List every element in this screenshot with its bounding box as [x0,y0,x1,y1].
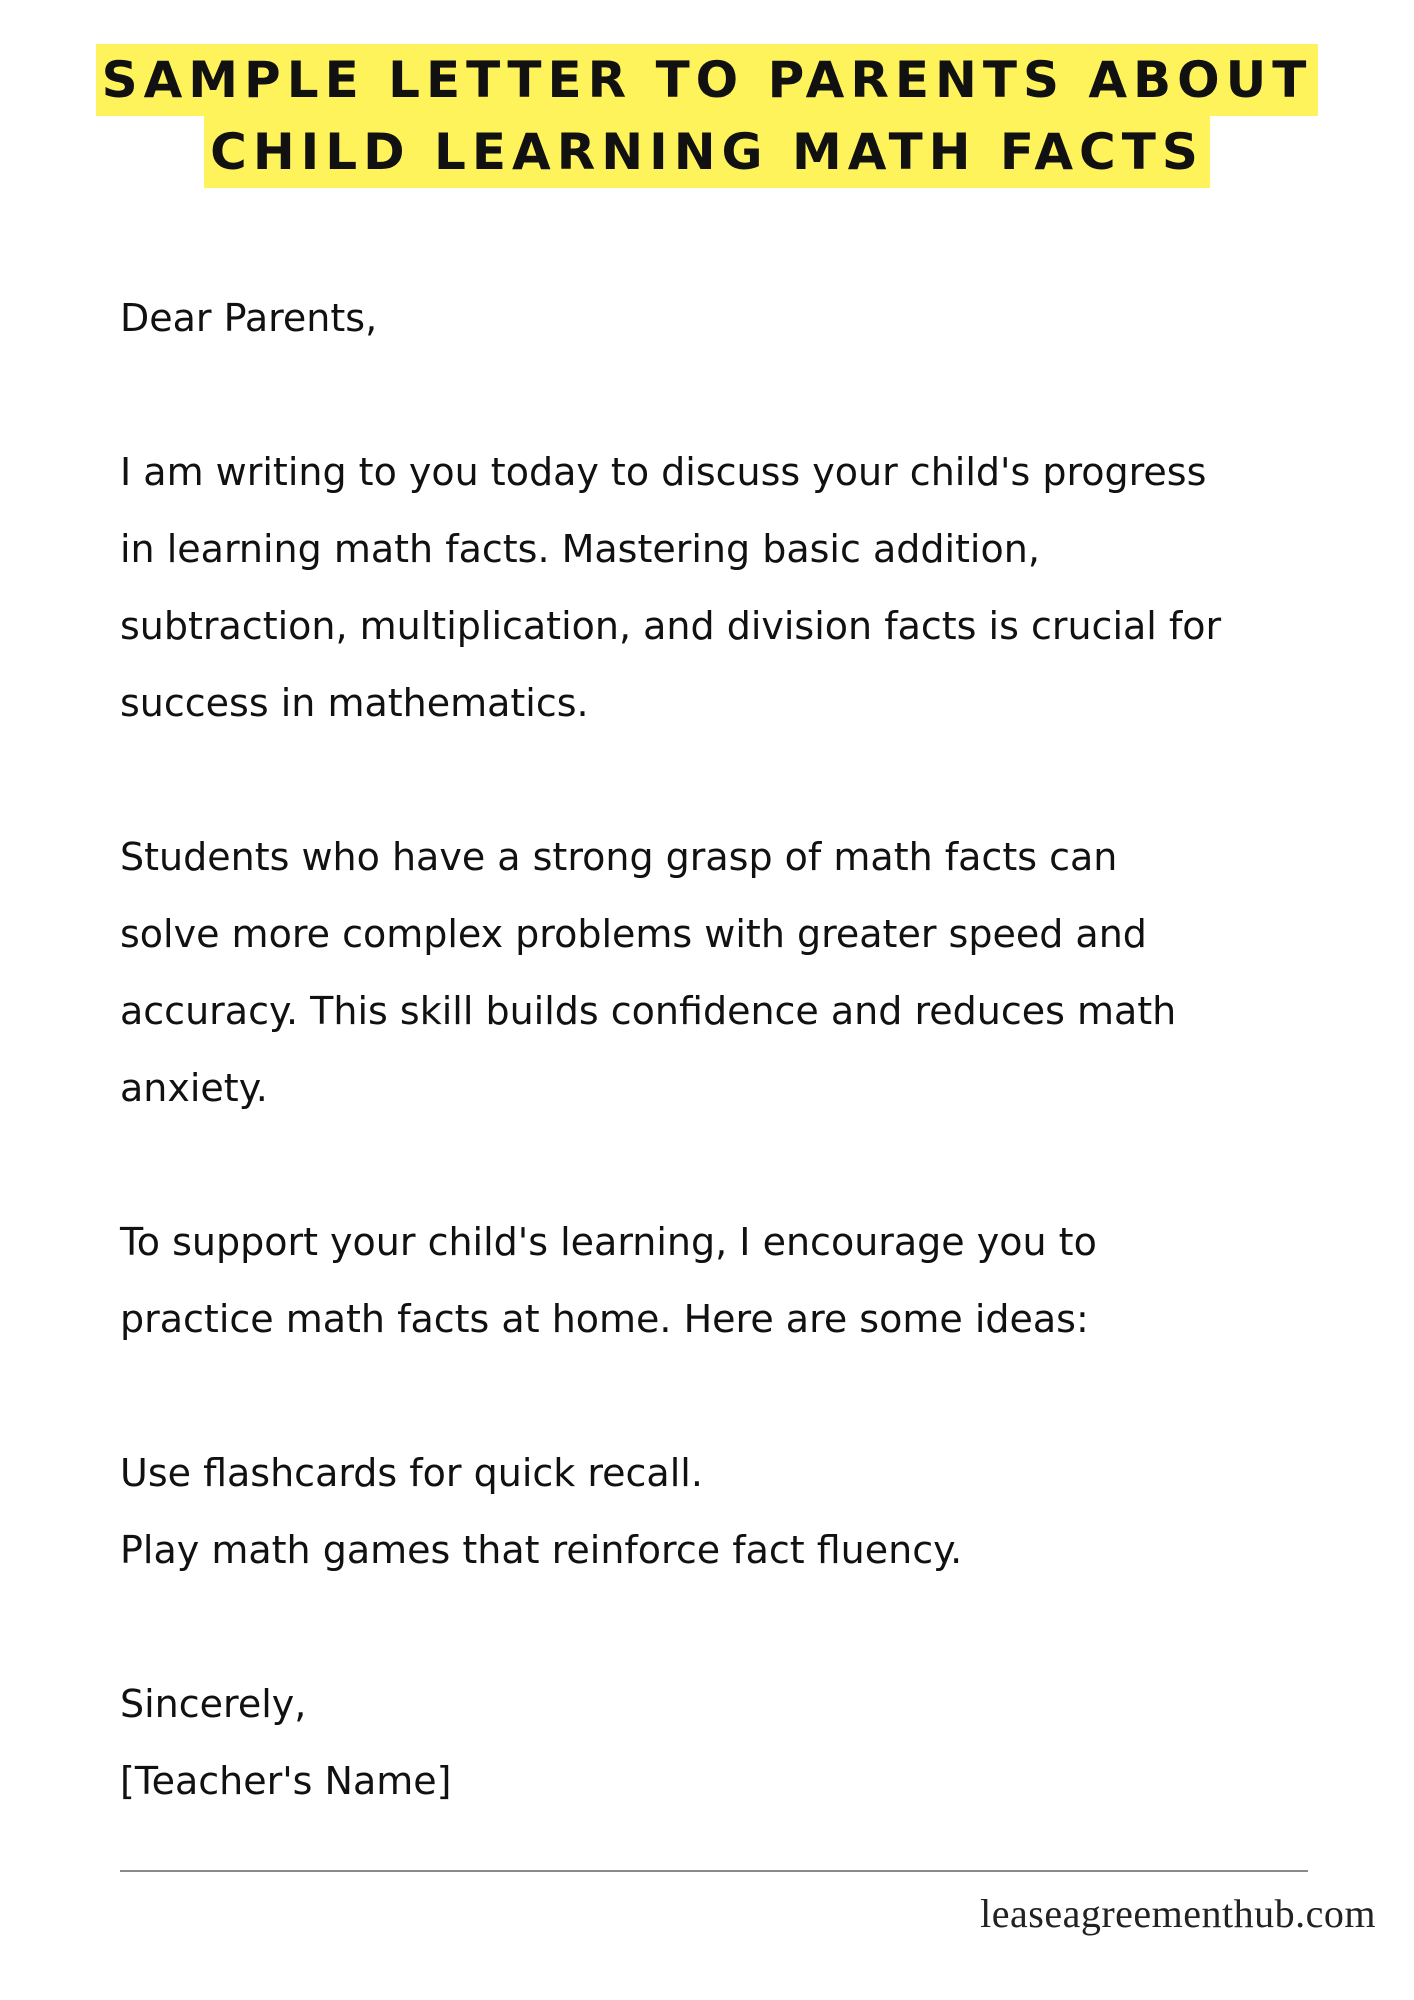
salutation: Dear Parents, [120,296,378,340]
paragraph-line: Students who have a strong grasp of math facts can [120,835,1118,879]
footer-divider [120,1870,1308,1872]
letter-body [120,280,1360,1820]
paragraph-line: success in mathematics. [120,681,589,725]
paragraph-benefits [120,819,1360,1127]
closing: Sincerely, [120,1682,307,1726]
footer-website: leaseagreementhub.com [980,1891,1376,1936]
paragraph-line: practice math facts at home. Here are some ideas: [120,1297,1089,1341]
paragraph-line: anxiety. [120,1066,268,1110]
paragraph-line: in learning math facts. Mastering basic addition, [120,527,1040,571]
page-title [0,44,1414,188]
list-item: Play math games that reinforce fact fluency. [120,1528,963,1572]
ideas-list [120,1435,1360,1589]
paragraph-line: To support your child's learning, I encourage you to [120,1220,1097,1264]
paragraph-line: accuracy. This skill builds confidence and reduces math [120,989,1177,1033]
title-line-1: SAMPLE LETTER TO PARENTS ABOUT [96,44,1319,116]
paragraph-line: subtraction, multiplication, and division facts is crucial for [120,604,1222,648]
signature-placeholder: [Teacher's Name] [120,1759,452,1803]
paragraph-line: solve more complex problems with greater speed and [120,912,1147,956]
paragraph-line: I am writing to you today to discuss your child's progress [120,450,1207,494]
paragraph-progress [120,434,1360,742]
paragraph-support [120,1204,1360,1358]
title-line-2: CHILD LEARNING MATH FACTS [204,116,1210,188]
list-item: Use flashcards for quick recall. [120,1451,703,1495]
